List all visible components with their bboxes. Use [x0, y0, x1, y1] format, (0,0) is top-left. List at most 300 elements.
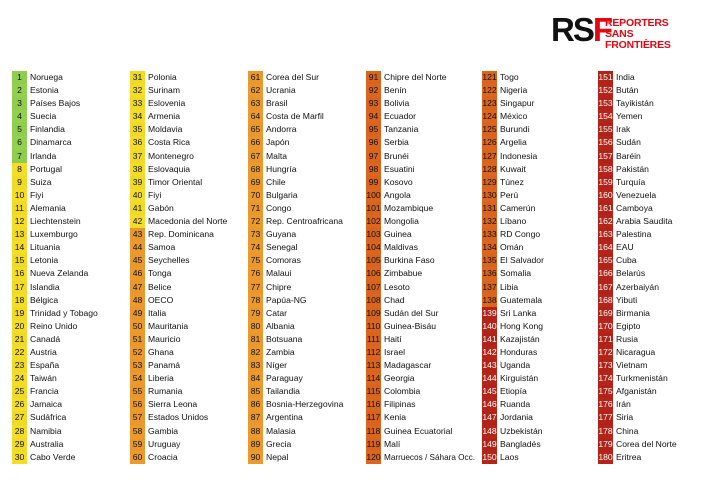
rank-number: 47: [130, 281, 145, 294]
ranking-row: [482, 346, 598, 359]
ranking-row: [482, 372, 598, 385]
ranking-row: [130, 254, 246, 267]
rank-number: 13: [12, 228, 27, 241]
rank-number: 44: [130, 241, 145, 254]
ranking-row: [366, 254, 482, 267]
country-name: Camerún: [500, 202, 536, 213]
rank-number: 71: [248, 202, 263, 215]
rank-number: 9: [12, 176, 27, 189]
ranking-row: [248, 202, 364, 215]
rank-number: 116: [366, 398, 381, 411]
rank-number: 105: [366, 254, 381, 267]
country-name: Paraguay: [266, 373, 303, 384]
rank-number: 117: [366, 411, 381, 424]
rank-number: 109: [366, 307, 381, 320]
ranking-row: [130, 333, 246, 346]
ranking-row: [482, 254, 598, 267]
ranking-row: [130, 411, 246, 424]
ranking-row: [12, 136, 128, 149]
country-name: Egipto: [616, 320, 641, 331]
country-name: Nepal: [266, 451, 289, 462]
rank-number: 45: [130, 254, 145, 267]
ranking-row: [482, 267, 598, 280]
ranking-row: [248, 398, 364, 411]
rank-number: 180: [598, 451, 613, 464]
rank-number: 25: [12, 385, 27, 398]
rank-number: 110: [366, 320, 381, 333]
ranking-row: [366, 267, 482, 280]
ranking-row: [12, 110, 128, 123]
country-name: Venezuela: [616, 189, 657, 200]
logo-line-1: REPORTERS: [605, 17, 669, 29]
rank-number: 33: [130, 97, 145, 110]
rank-number: 96: [366, 136, 381, 149]
rank-number: 63: [248, 97, 263, 110]
ranking-row: [12, 294, 128, 307]
rank-number: 43: [130, 228, 145, 241]
ranking-row: [248, 189, 364, 202]
rank-number: 123: [482, 97, 497, 110]
rank-number: 51: [130, 333, 145, 346]
ranking-row: [248, 163, 364, 176]
rank-number: 3: [12, 97, 27, 110]
ranking-row: [482, 294, 598, 307]
ranking-row: [12, 333, 128, 346]
rank-number: 153: [598, 97, 613, 110]
ranking-row: [130, 176, 246, 189]
ranking-row: [130, 215, 246, 228]
rank-number: 160: [598, 189, 613, 202]
country-name: Sudán del Sur: [384, 307, 439, 318]
rank-number: 173: [598, 359, 613, 372]
country-name: Ruanda: [500, 399, 531, 410]
rank-number: 17: [12, 281, 27, 294]
ranking-row: [482, 202, 598, 215]
country-name: Perú: [500, 189, 519, 200]
rank-number: 64: [248, 110, 263, 123]
rank-number: 83: [248, 359, 263, 372]
country-name: Portugal: [30, 163, 63, 174]
ranking-row: [248, 176, 364, 189]
country-name: Países Bajos: [30, 98, 81, 109]
country-name: Noruega: [30, 72, 63, 82]
ranking-row: [248, 385, 364, 398]
country-name: Rep. Centroafricana: [266, 216, 343, 227]
rank-number: 60: [130, 451, 145, 464]
ranking-row: [130, 294, 246, 307]
rank-number: 8: [12, 163, 27, 176]
ranking-row: [130, 425, 246, 438]
rank-number: 151: [598, 71, 613, 84]
rank-number: 56: [130, 398, 145, 411]
rank-number: 139: [482, 307, 497, 320]
ranking-row: [248, 241, 364, 254]
ranking-row: [366, 411, 482, 424]
ranking-row: [366, 307, 482, 320]
rank-number: 35: [130, 123, 145, 136]
rank-number: 99: [366, 176, 381, 189]
ranking-column: [482, 71, 598, 464]
country-name: Eslovenia: [148, 98, 186, 109]
ranking-row: [12, 150, 128, 163]
country-name: Argentina: [266, 412, 303, 423]
rank-number: 88: [248, 425, 263, 438]
country-name: Papúa-NG: [266, 294, 307, 305]
country-name: Honduras: [500, 346, 538, 357]
ranking-row: [598, 163, 702, 176]
country-name: Mongolia: [384, 216, 419, 227]
country-name: Irak: [616, 124, 631, 135]
ranking-row: [598, 123, 702, 136]
ranking-row: [12, 176, 128, 189]
rank-number: 124: [482, 110, 497, 123]
country-name: Kosovo: [384, 176, 413, 187]
country-name: Marruecos / Sáhara Occ.: [384, 452, 476, 462]
rank-number: 95: [366, 123, 381, 136]
ranking-row: [12, 438, 128, 451]
rank-number: 119: [366, 438, 381, 451]
ranking-row: [248, 110, 364, 123]
rank-number: 7: [12, 150, 27, 163]
ranking-row: [130, 346, 246, 359]
rank-number: 143: [482, 359, 497, 372]
rank-number: 31: [130, 71, 145, 84]
country-name: Seychelles: [148, 255, 190, 266]
rank-number: 148: [482, 425, 497, 438]
ranking-row: [598, 215, 702, 228]
ranking-row: [598, 189, 702, 202]
ranking-row: [12, 451, 128, 464]
ranking-row: [366, 385, 482, 398]
rank-number: 54: [130, 372, 145, 385]
country-name: Irán: [616, 399, 631, 410]
rank-number: 128: [482, 163, 497, 176]
country-name: Serbia: [384, 137, 409, 148]
ranking-row: [482, 123, 598, 136]
rank-number: 20: [12, 320, 27, 333]
country-name: Ghana: [148, 346, 174, 357]
ranking-row: [12, 97, 128, 110]
country-name: RD Congo: [500, 229, 541, 240]
ranking-row: [130, 84, 246, 97]
ranking-row: [366, 425, 482, 438]
ranking-row: [130, 163, 246, 176]
country-name: Albania: [266, 320, 295, 331]
ranking-row: [12, 123, 128, 136]
ranking-row: [248, 294, 364, 307]
ranking-row: [248, 123, 364, 136]
rank-number: 156: [598, 136, 613, 149]
ranking-row: [598, 438, 702, 451]
rank-number: 84: [248, 372, 263, 385]
country-name: Israel: [384, 346, 406, 357]
rank-number: 102: [366, 215, 381, 228]
country-name: Siria: [616, 412, 634, 423]
country-name: Timor Oriental: [148, 176, 203, 187]
rank-number: 50: [130, 320, 145, 333]
country-name: Costa de Marfil: [266, 111, 324, 122]
ranking-row: [598, 451, 702, 464]
ranking-row: [130, 320, 246, 333]
rank-number: 52: [130, 346, 145, 359]
rank-number: 167: [598, 281, 613, 294]
country-name: Uganda: [500, 360, 531, 371]
rank-number: 166: [598, 267, 613, 280]
rank-number: 114: [366, 372, 381, 385]
rank-number: 127: [482, 150, 497, 163]
rank-number: 59: [130, 438, 145, 451]
country-name: Madagascar: [384, 360, 432, 371]
ranking-column: [598, 71, 702, 464]
ranking-row: [598, 176, 702, 189]
country-name: OECO: [148, 294, 174, 305]
rank-number: 27: [12, 411, 27, 424]
ranking-row: [366, 84, 482, 97]
ranking-row: [482, 110, 598, 123]
country-name: Polonia: [148, 72, 177, 82]
ranking-row: [598, 320, 702, 333]
rank-number: 101: [366, 202, 381, 215]
country-name: Reino Unido: [30, 320, 78, 331]
ranking-row: [482, 163, 598, 176]
country-name: Kirguistán: [500, 373, 539, 384]
ranking-row: [248, 136, 364, 149]
ranking-row: [482, 97, 598, 110]
rank-number: 11: [12, 202, 27, 215]
rank-number: 131: [482, 202, 497, 215]
rank-number: 177: [598, 411, 613, 424]
rank-number: 61: [248, 71, 263, 84]
country-name: Kenia: [384, 412, 406, 423]
rank-number: 68: [248, 163, 263, 176]
rank-number: 82: [248, 346, 263, 359]
ranking-row: [482, 150, 598, 163]
rank-number: 165: [598, 254, 613, 267]
rank-number: 93: [366, 97, 381, 110]
ranking-row: [12, 398, 128, 411]
country-name: Ucrania: [266, 85, 296, 96]
rank-number: 112: [366, 346, 381, 359]
country-name: Suecia: [30, 111, 57, 122]
rank-number: 100: [366, 189, 381, 202]
rank-number: 23: [12, 359, 27, 372]
rank-number: 85: [248, 385, 263, 398]
country-name: Laos: [500, 451, 519, 462]
ranking-row: [12, 254, 128, 267]
rank-number: 90: [248, 451, 263, 464]
ranking-row: [482, 84, 598, 97]
country-name: Chad: [384, 294, 405, 305]
rank-number: 152: [598, 84, 613, 97]
country-name: Sri Lanka: [500, 307, 537, 318]
country-name: Letonia: [30, 255, 59, 266]
rank-number: 41: [130, 202, 145, 215]
rank-number: 159: [598, 176, 613, 189]
ranking-column: [12, 71, 128, 464]
country-name: Indonesia: [500, 150, 538, 161]
country-name: Estados Unidos: [148, 412, 209, 423]
country-name: Fiyi: [148, 189, 162, 200]
rank-number: 46: [130, 267, 145, 280]
rank-number: 94: [366, 110, 381, 123]
ranking-row: [366, 281, 482, 294]
country-name: Senegal: [266, 242, 298, 253]
rank-number: 154: [598, 110, 613, 123]
ranking-row: [598, 385, 702, 398]
ranking-row: [12, 281, 128, 294]
country-name: Finlandia: [30, 124, 65, 135]
ranking-row: [482, 385, 598, 398]
ranking-row: [130, 123, 246, 136]
rank-number: 115: [366, 385, 381, 398]
country-name: Croacia: [148, 451, 178, 462]
ranking-row: [598, 398, 702, 411]
rank-number: 97: [366, 150, 381, 163]
rank-number: 108: [366, 294, 381, 307]
ranking-row: [12, 425, 128, 438]
country-name: Japón: [266, 137, 290, 148]
country-name: Luxemburgo: [30, 229, 78, 240]
ranking-row: [12, 385, 128, 398]
rank-number: 70: [248, 189, 263, 202]
ranking-row: [482, 189, 598, 202]
ranking-row: [366, 163, 482, 176]
ranking-row: [12, 215, 128, 228]
rank-number: 146: [482, 398, 497, 411]
country-name: Guinea Ecuatorial: [384, 425, 453, 436]
country-name: Francia: [30, 386, 59, 397]
rank-number: 149: [482, 438, 497, 451]
rank-number: 80: [248, 320, 263, 333]
rank-number: 174: [598, 372, 613, 385]
ranking-column: [366, 71, 482, 464]
country-name: Arabia Saudita: [616, 216, 673, 227]
country-name: India: [616, 72, 635, 82]
ranking-row: [366, 215, 482, 228]
rank-number: 40: [130, 189, 145, 202]
country-name: Maldivas: [384, 242, 418, 253]
rank-number: 49: [130, 307, 145, 320]
ranking-row: [366, 241, 482, 254]
ranking-row: [482, 425, 598, 438]
logo-letter-red: F: [592, 11, 612, 48]
rank-number: 42: [130, 215, 145, 228]
rank-number: 144: [482, 372, 497, 385]
ranking-row: [366, 451, 482, 464]
rank-number: 150: [482, 451, 497, 464]
ranking-row: [248, 425, 364, 438]
country-name: Cuba: [616, 255, 637, 266]
ranking-row: [248, 228, 364, 241]
ranking-row: [366, 294, 482, 307]
ranking-row: [482, 71, 598, 84]
rank-number: 132: [482, 215, 497, 228]
country-name: Azerbaiyán: [616, 281, 659, 292]
ranking-row: [12, 84, 128, 97]
ranking-row: [482, 281, 598, 294]
rank-number: 62: [248, 84, 263, 97]
country-name: Bangladés: [500, 438, 541, 449]
country-name: Mauritania: [148, 320, 189, 331]
rank-number: 168: [598, 294, 613, 307]
rank-number: 19: [12, 307, 27, 320]
ranking-row: [598, 71, 702, 84]
country-name: Kazajistán: [500, 333, 540, 344]
ranking-row: [598, 110, 702, 123]
ranking-row: [598, 228, 702, 241]
country-name: Taiwán: [30, 373, 57, 384]
country-name: Hungría: [266, 163, 297, 174]
country-name: Eslovaquia: [148, 163, 191, 174]
country-name: Turquía: [616, 176, 646, 187]
country-name: Corea del Sur: [266, 72, 320, 82]
country-name: Austria: [30, 346, 57, 357]
country-name: Suiza: [30, 176, 52, 187]
ranking-row: [130, 385, 246, 398]
ranking-row: [248, 359, 364, 372]
ranking-row: [366, 123, 482, 136]
ranking-row: [130, 110, 246, 123]
country-name: Etiopía: [500, 386, 527, 397]
rank-number: 5: [12, 123, 27, 136]
country-name: Esuatini: [384, 163, 415, 174]
rank-number: 24: [12, 372, 27, 385]
rank-number: 161: [598, 202, 613, 215]
country-name: Corea del Norte: [616, 438, 677, 449]
country-name: Tailandia: [266, 386, 300, 397]
ranking-row: [482, 228, 598, 241]
ranking-row: [482, 438, 598, 451]
country-name: Bélgica: [30, 294, 59, 305]
ranking-row: [482, 398, 598, 411]
country-name: Camboya: [616, 202, 653, 213]
rank-number: 175: [598, 385, 613, 398]
rank-number: 39: [130, 176, 145, 189]
ranking-row: [366, 346, 482, 359]
country-name: Somalia: [500, 268, 532, 279]
rank-number: 155: [598, 123, 613, 136]
rank-number: 170: [598, 320, 613, 333]
rank-number: 171: [598, 333, 613, 346]
rank-number: 142: [482, 346, 497, 359]
rank-number: 111: [366, 333, 381, 346]
country-name: Estonia: [30, 85, 59, 96]
logo-letters-dark: RS: [551, 11, 593, 48]
rank-number: 125: [482, 123, 497, 136]
rank-number: 106: [366, 267, 381, 280]
rank-number: 126: [482, 136, 497, 149]
country-name: Belice: [148, 281, 172, 292]
rank-number: 141: [482, 333, 497, 346]
rank-number: 29: [12, 438, 27, 451]
rank-number: 77: [248, 281, 263, 294]
ranking-row: [248, 320, 364, 333]
country-name: Guinea: [384, 229, 412, 240]
country-name: Moldavia: [148, 124, 183, 135]
ranking-row: [12, 228, 128, 241]
country-name: Sudáfrica: [30, 412, 67, 423]
ranking-row: [248, 150, 364, 163]
ranking-row: [598, 136, 702, 149]
country-name: Zimbabue: [384, 268, 423, 279]
rank-number: 65: [248, 123, 263, 136]
country-name: Malta: [266, 150, 288, 161]
ranking-row: [12, 202, 128, 215]
country-name: Montenegro: [148, 150, 194, 161]
rank-number: 57: [130, 411, 145, 424]
rank-number: 38: [130, 163, 145, 176]
rank-number: 75: [248, 254, 263, 267]
